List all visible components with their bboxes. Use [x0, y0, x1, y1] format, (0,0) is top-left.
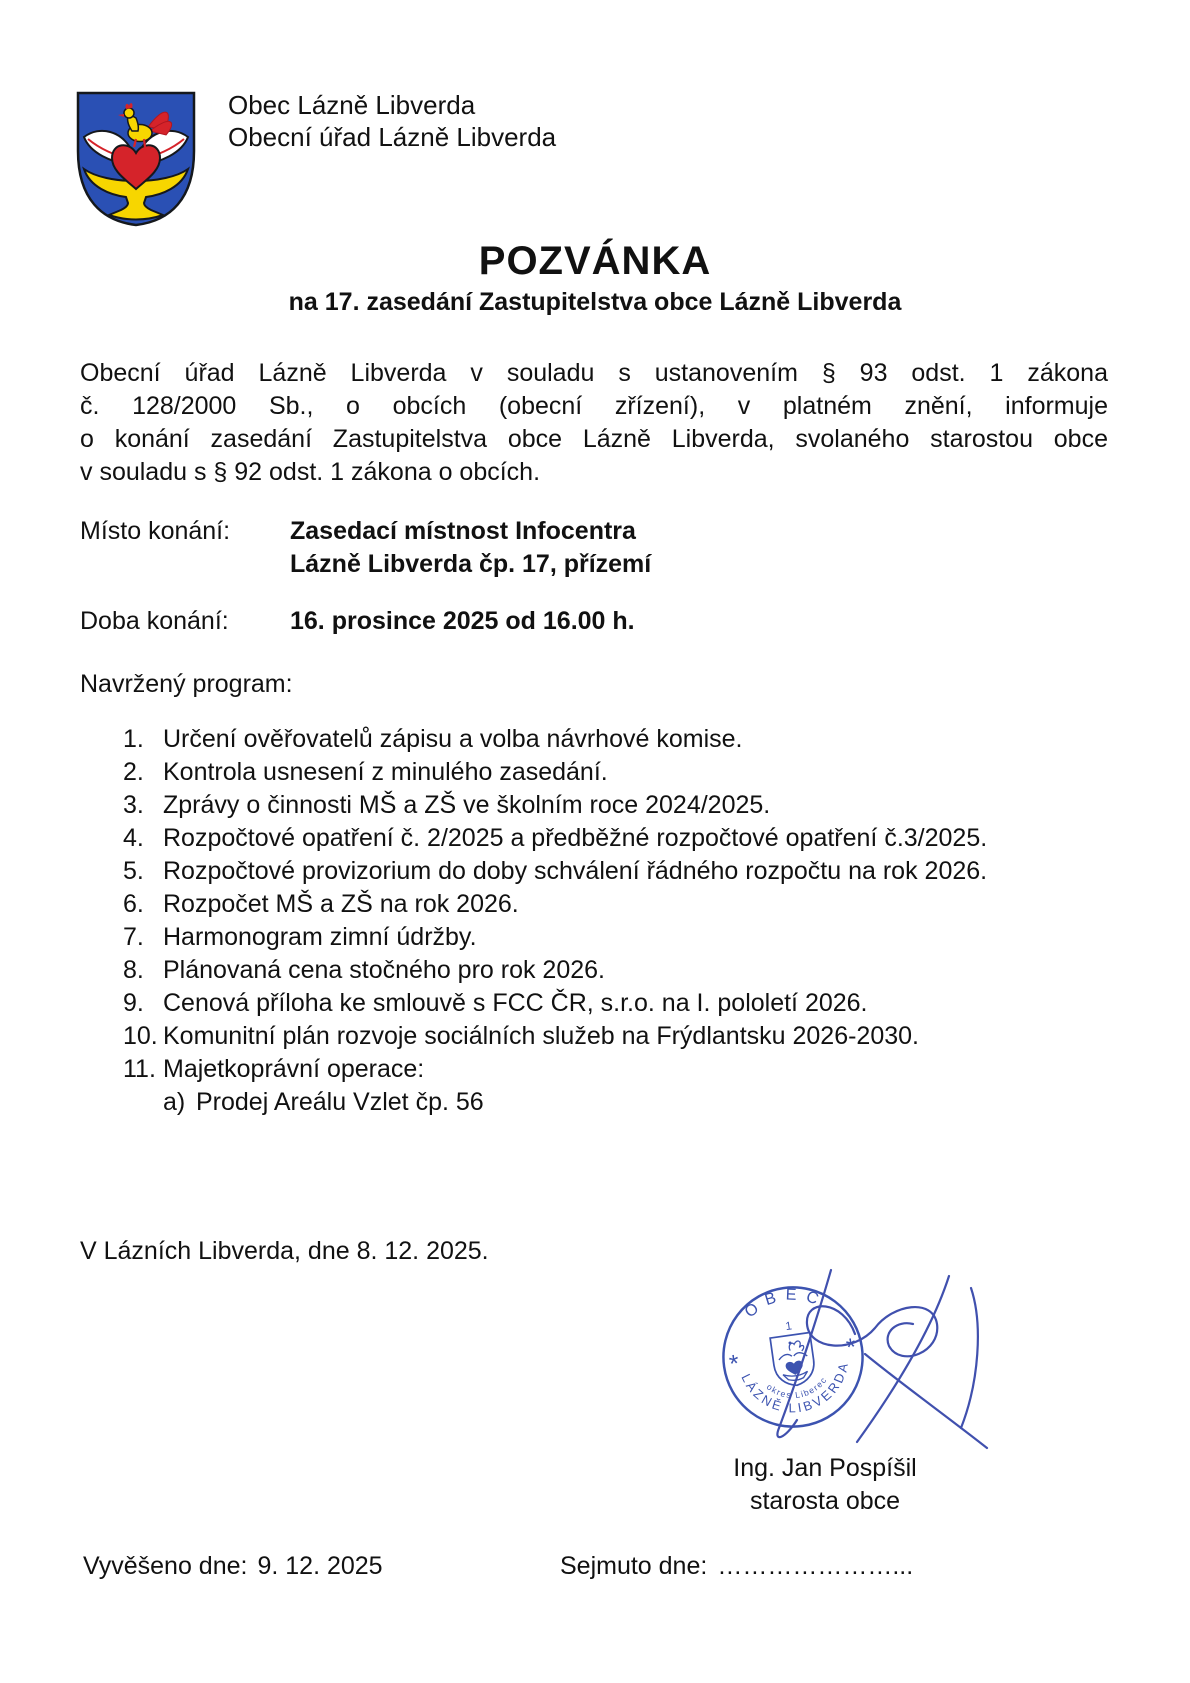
item-number: 7.: [123, 923, 144, 951]
item-text: Zprávy o činnosti MŠ a ZŠ ve školním roce 2024/2025.: [163, 791, 771, 819]
time-value: 16. prosince 2025 od 16.00 h.: [290, 607, 635, 635]
program-item: [123, 855, 1110, 888]
stamp-star-left: *: [727, 1350, 742, 1379]
signer-role: starosta obce: [749, 1487, 901, 1515]
stamp-bottom-text: LÁZNĚ LIBVERDA: [738, 1359, 852, 1416]
stamp-top-text: OBEC: [741, 1285, 830, 1322]
item-number: 10.: [123, 1022, 158, 1050]
item-number: 5.: [123, 857, 144, 885]
org-line-1: Obec Lázně Libverda: [228, 90, 476, 120]
program-item: [123, 888, 1110, 921]
program-item: [123, 954, 1110, 987]
item-text: Cenová příloha ke smlouvě s FCC ČR, s.r.o. na I. pololetí 2026.: [163, 989, 868, 1017]
program-item: [123, 921, 1110, 954]
signer-block: [660, 1452, 990, 1518]
program-item: [123, 1053, 1110, 1086]
item-text: Harmonogram zimní údržby.: [163, 923, 477, 951]
time-row: [80, 605, 1110, 638]
item-number: 6.: [123, 890, 144, 918]
subitem-text: Prodej Areálu Vzlet čp. 56: [196, 1088, 484, 1116]
posted-label: Vyvěšeno dne:: [83, 1552, 248, 1580]
org-line-2: Obecní úřad Lázně Libverda: [228, 122, 557, 152]
stamp-district-text: okres Liberec: [764, 1374, 830, 1401]
item-text: Rozpočtové provizorium do doby schválení řádného rozpočtu na rok 2026.: [163, 857, 988, 885]
intro-line: č. 128/2000 Sb., o obcích (obecní zřízení), v platném znění, informuje: [80, 392, 1108, 420]
intro-line: o konání zasedání Zastupitelstva obce Lázně Libverda, svolaného starostou obce: [80, 425, 1108, 453]
page-subtitle: na 17. zasedání Zastupitelstva obce Lázně Libverda: [288, 288, 902, 316]
intro-line: Obecní úřad Lázně Libverda v souladu s ustanovením § 93 odst. 1 zákona: [80, 359, 1108, 387]
item-text: Rozpočtové opatření č. 2/2025 a předběžné rozpočtové opatření č.3/2025.: [163, 824, 988, 852]
item-number: 2.: [123, 758, 144, 786]
intro-line: v souladu s § 92 odst. 1 zákona o obcích.: [80, 458, 541, 486]
program-list: [123, 723, 1110, 1119]
program-item: [123, 756, 1110, 789]
removed-label: Sejmuto dne:: [560, 1552, 708, 1580]
stamp-star-right: *: [844, 1333, 859, 1362]
item-text: Plánovaná cena stočného pro rok 2026.: [163, 956, 605, 984]
program-item: [123, 987, 1110, 1020]
place-label: Místo konání:: [80, 517, 231, 545]
program-item: [123, 822, 1110, 855]
program-item: [123, 789, 1110, 822]
item-number: 9.: [123, 989, 144, 1017]
time-label: Doba konání:: [80, 607, 229, 635]
intro-paragraph: [80, 357, 1108, 489]
place-line-1: Zasedací místnost Infocentra: [290, 517, 636, 545]
removed-value: …………………...: [717, 1552, 914, 1580]
signer-name: Ing. Jan Pospíšil: [733, 1454, 917, 1482]
item-number: 1.: [123, 725, 144, 753]
item-number: 8.: [123, 956, 144, 984]
place-row: [80, 515, 1110, 581]
item-text: Komunitní plán rozvoje sociálních služeb na Frýdlantsku 2026-2030.: [163, 1022, 919, 1050]
item-text: Kontrola usnesení z minulého zasedání.: [163, 758, 608, 786]
item-text: Určení ověřovatelů zápisu a volba návrhové komise.: [163, 725, 743, 753]
page-title: POZVÁNKA: [478, 239, 712, 283]
program-subitem: [163, 1086, 1110, 1119]
program-item: [123, 723, 1110, 756]
closing-date-line: V Lázních Libverda, dne 8. 12. 2025.: [80, 1237, 489, 1265]
stamp-number: 1: [784, 1320, 793, 1334]
item-text: Rozpočet MŠ a ZŠ na rok 2026.: [163, 890, 519, 918]
place-value: [290, 515, 651, 581]
program-heading: Navržený program:: [80, 670, 293, 698]
org-name-block: [228, 87, 556, 227]
item-number: 11.: [123, 1055, 156, 1083]
removed-line: [560, 1552, 913, 1581]
signature-block: [0, 1262, 1190, 1592]
item-text: Majetkoprávní operace:: [163, 1055, 425, 1083]
program-item: [123, 1020, 1110, 1053]
coat-of-arms-icon: [70, 87, 202, 227]
posted-line: [83, 1552, 383, 1581]
posted-date: 9. 12. 2025: [257, 1552, 383, 1580]
subitem-marker: a): [163, 1088, 186, 1116]
item-number: 3.: [123, 791, 144, 819]
handwritten-signature: [735, 1262, 1035, 1452]
item-number: 4.: [123, 824, 144, 852]
place-line-2: Lázně Libverda čp. 17, přízemí: [290, 550, 652, 578]
document-header: [70, 87, 1190, 227]
